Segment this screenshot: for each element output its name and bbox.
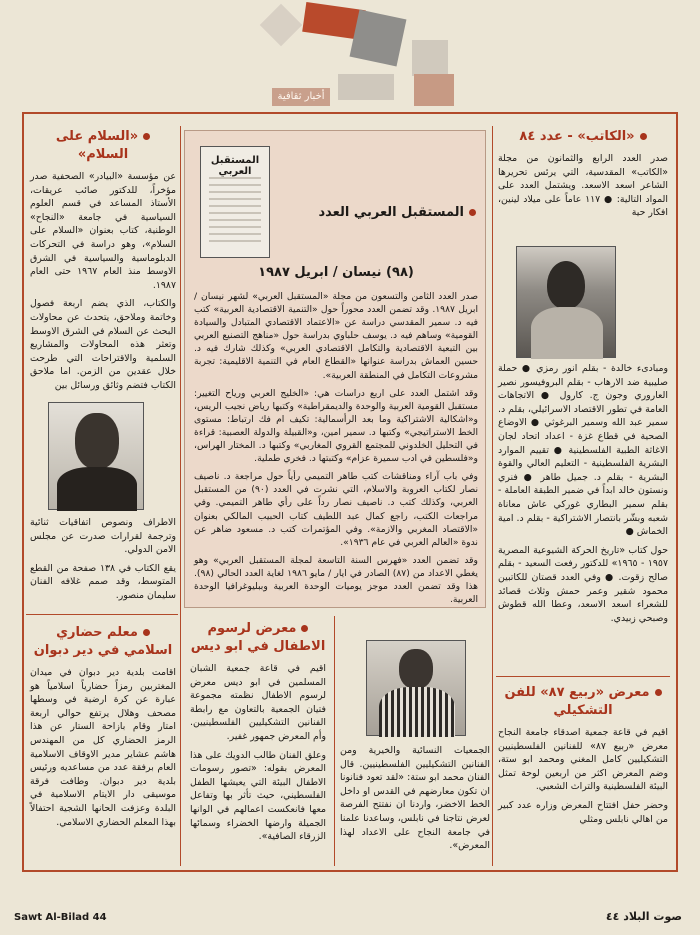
decor-square-1 [260,4,302,46]
left-column-cont [30,516,176,608]
magazine-cover [200,146,270,258]
right-column-cont [498,362,668,630]
center-subtitle-wrap [196,264,476,288]
article-title-spring87: معرض «ربيع ٨٧» للفن التشكيلي [498,684,668,720]
peace-para-3: الاطراف ونصوص اتفاقيات ثنائية وترجمة لقرارات صدرت عن مجلس الامن الدولي. [30,517,176,556]
footer-left: Sawt Al-Bilad 44 [14,912,107,923]
decor-square-6 [414,74,454,106]
katib-contents: ومبادىء خالدة - بقلم انور رمزي ● حملة صليبية ضد الارهاب - بقلم البروفيسور نصير العاروري وجون ج. كارول ● الاتجاهات العامة في تطور الاقتصاد الاسرائيلي، بقلم د. سمير عبد الله وسمير البرغوثي ● الاوضاع الصحية في قطاع غزة - اعداد اتحاد لجان الاغاثة الطبية الفلسطينية ● تقييم الموارد البشرية الفلسطينية - التعليم العالي والقوة البشرية - بقلم د. جميل طاهر ● فنري ونستون خالد ابداً في ضمير الطبقة العاملة - بقلم سمير البطاري غوركي عاش معاناة شعبه وبشّر بانتصار الاشتراكية - بقلم د. امية الخماش ● [498,363,668,538]
divider-v-mid [334,616,335,866]
portrait-suit [57,467,137,511]
bullet-icon [469,209,476,216]
left-column [30,128,176,398]
article-title-landmark: معلم حضاري اسلامي في دير دبوان [33,625,173,658]
divider-v-right [492,126,493,866]
divider-right [496,676,670,677]
center-para-3: وفي باب آراء ومناقشات كتب طاهر التميمي رأياً حول مراجعة د. ناصيف نصار لكتاب العروبة والاسلام، التي نشرت في العدد (٩٠) من المستقبل العربي، وكذلك كتب د. ناصيف نصار رداً على رأي طاهر التميمي. وفي مراجعات الكتب، راجع كمال عبد اللطيف كتاب الحبيب المالكي بعنوان «الاقتصاد المغربي والازمة». وفي المؤتمرات كتب د. مسعود ضاهر عن ندوة «العالم العربي في عام ١٩٣٦». [194,471,478,548]
magazine-cover-title: المستقبل العربي [210,155,260,177]
landmark-para: اقامت بلدية دير دبوان في ميدان المغتربين رمزاً حضارياً اسلامياً هو عبارة عن كرة ارضية في وسطها مصحف وهلال يرتفع حوالي اربعة امتار وقام بازاحة الستار عن هذا الرمز الحضاري كل من المهندس هاشم عشاير مدير الاوقاف الاسلامية العام برفقة عدد من مساعديه ورئيس بلدية دير دبوان. وطافت فرقة موسيقى دار الايتام الاسلامية في البلدة وعزفت الحانها الشجية احتفالاً بهذا المعلم الحضاري الاسلامي. [30,667,176,828]
article-title-peace: «السلام على السلام» [30,128,176,164]
katib-intro: صدر العدد الرابع والثمانون من مجلة «الكاتب» المقدسية، التي يرئس تحريرها الشاعر اسعد الاسعد. ويشتمل العدد على المواد التالية: ● ١١٧ عاماً على ميلاد لينين، افكار حية [498,153,668,219]
center-para-4: وقد تضمن العدد «فهرس السنة التاسعة لمجلة المستقبل العربي» وهو يغطي الاعداد من (٨٧) الصادر في ايار / مايو ١٩٨٦ لغاية العدد الحالي (٩٨). هذا وقد تضمن العدد موجز يوميات الوحدة العربية وببليوغرافيا الوحدة العربية. [194,554,478,606]
children-art-para-2: وعلق الفنان طالب الدويك على هذا المعرض بقوله: «تصور رسومات الاطفال البيئة التي يعيشها الطفل الفلسطيني، حيث تأثر بها وتفاعل معها فانعكست اعمالهم في الوانها الجميلة وارضها الخضراء وسمائها الزرقاء الصافية». [190,749,326,843]
bullet-icon [640,133,647,140]
bullet-icon [143,629,150,636]
center-subtitle: (٩٨) نيسان / ابريل ١٩٨٧ [258,265,414,280]
portrait-shoulders [531,307,603,359]
center-para-1: صدر العدد الثامن والتسعون من مجلة «المستقبل العربي» لشهر نيسان / ابريل ١٩٨٧. وقد تضمن العدد محوراً حول «التنمية الاقتصادية العربية» كتب فيه د. سمير المقدسي دراسة عن «الاعتماد الاقتصادي المتبادل والسيادة القومية» وساهم فيه د. يوسف حلباوي بدراسة حول «مناهج التصنيع العربي بين التبعية الاقتصادية والتكامل الاقتصادي العربي» وكذلك شارك فيه د. حسين العماش بدراسة عنوانها «القطاع العام في التنمية الاقليمية: تجربة مشروعات التكامل في المنطقة العربية». [194,291,478,381]
bullet-icon [143,133,150,140]
decor-square-5 [338,74,394,100]
author-photo-right [516,246,616,358]
center-para-2: وقد اشتمل العدد على اربع دراسات هي: «الخليج العربي ورياح التغيير: مستقبل القومية العربية والوحدة والديمقراطية» وكتبها رياض نجيب الريس، و«اشكالية الاشتراكية وما بعد الرأسمالية: تكيف ام فك ارتباط: مستوى الخط الاستراتيجي» وكتبها د. سمير امين، و«القبيلة والدولة العصبية: قراءة في التحليل الخلدوني للمجتمع القروي المغاربي» وكتبها د. المختار الهراس، و«فلسطين في ادب سميرة عزام» وكتبتها د. فخري طملية. [194,387,478,465]
divider-left [26,614,178,615]
katib-contents-2: حول كتاب «تاريخ الحركة الشيوعية المصرية ١٩٥٧ - ١٩٦٥» للدكتور رفعت السعيد - بقلم صالح زقوت. ● وفي العدد قصتان للكاتبين محمود شقير وعمر حمش وثلاث قصائد للشعراء اسعد الاسعد، وعطا الله قطوش وصبحي زبيدي. [498,544,669,624]
spring87-text: اقيم في قاعة جمعية اصدقاء جامعة النجاح معرض «ربيع ٨٧» للفنانين الفلسطينيين التشكيليين كامل المغني ومحمد ابو ستة، وضم المعرض اكثر من اربعين لوحة تمثل البيئة الفلسطينية والتراث الشعبي. [498,727,668,793]
artist-photo [366,640,466,736]
article-title-katib: «الكاتب» - عدد ٨٤ [498,128,668,146]
mid-bottom-column [190,620,326,849]
right-column [498,128,668,225]
bullet-icon [301,625,308,632]
children-art-para-1: اقيم في قاعة جمعية الشبان المسلمين في ابو ديس معرض لرسوم الاطفال نظمته مجموعة فتيان الجمعية بالتعاون مع رابطة الفنانين التشكيليين الفلسطينيين. وأم المعرض جمهور غفير. [190,663,326,742]
right-column-exhibition [498,684,668,831]
exhibition-continued: الجمعيات النسائية والخيرية ومن الفنانين التشكيليين الفلسطينيين. قال الفنان محمد ابو ستة: «لقد تعود فنانونا ان تكون معارضهم في القدس او داخل الخط الاخضر، واردنا ان نفتتح الفرصة لعرض نتاجنا في نابلس، وساعدنا علمنا في جامعة النجاح على الاعداد لهذا المعرض». [340,745,490,852]
decor-square-3 [350,10,407,67]
footer-right: صوت البلاد ٤٤ [605,910,682,923]
bullet-icon [655,689,662,696]
spring87-text-2: وحضر حفل افتتاح المعرض وزاره عدد كبير من اهالي نابلس ومثلي [498,799,668,825]
cover-lines [209,177,261,247]
divider-v-left [180,126,181,866]
peace-para-4: يقع الكتاب في ١٣٨ صفحة من القطع المتوسط، وقد صمم غلافه الفنان سليمان منصور. [30,562,176,601]
artist-shirt [379,687,455,737]
artist-head [399,649,433,689]
portrait-figure [547,261,585,309]
peace-para-2: والكتاب، الذي يضم اربعة فصول وخاتمة وملاحق، يتحدث عن محاولات البحث عن السلام في الشرق الاوسط وتعثر هذه المحاولات والمشاريع السلمية والاقتراحات التي طرحت خلال عقدين من الزمن. اما ملاحق الكتاب فتضم وثائق ورسائل بين [30,298,176,391]
article-title-children-art: معرض لرسوم الاطفال في ابو ديس [190,621,326,654]
mid-right-caption [340,744,490,858]
center-title: المستقبل العربي العدد [280,204,476,222]
portrait-face [75,413,119,469]
author-photo-left [48,402,144,510]
center-heading [280,204,476,228]
peace-para-1: عن مؤسسة «البيادر» الصحفية صدر مؤخراً، للدكتور صائب عريقات، الأستاذ المساعد في قسم العلوم السياسية في جامعة «النجاح» الوطنية، كتاب بعنوان «السلام على السلام»، وهو دراسة في التحركات الدبلوماسية والسياسية في الشرق الاوسط منذ العام ١٩٦٧ حتى العام ١٩٨٧. [30,171,176,291]
decor-square-4 [412,40,448,76]
center-body [194,290,478,611]
left-bottom-column [30,624,176,834]
section-label: أخبار ثقافية [272,88,330,106]
